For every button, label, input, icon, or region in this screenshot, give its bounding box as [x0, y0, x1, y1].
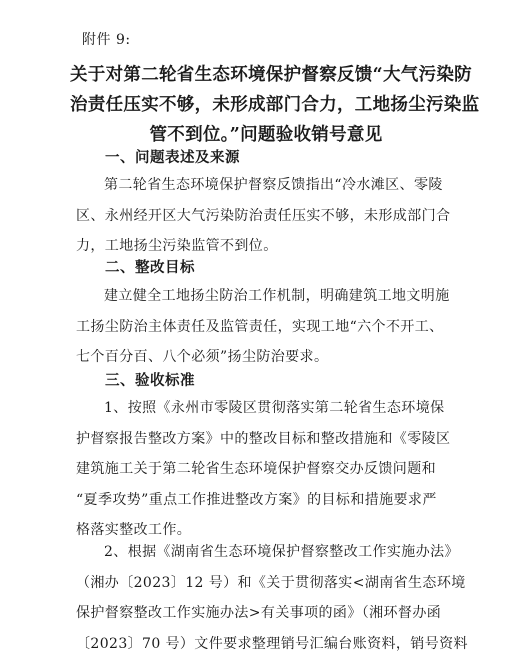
paragraph-line: 力，工地扬尘污染监管不到位。 — [76, 238, 278, 254]
section-heading-standard: 三、验收标准 — [105, 372, 195, 389]
paragraph-line: 护督察报告整改方案》中的整改目标和整改措施和《零陵区 — [76, 430, 451, 447]
title-line: 关于对第二轮省生态环境保护督察反馈“大气污染防 — [70, 65, 472, 85]
section-paragraph-goal — [76, 281, 460, 373]
paragraph-line: 七个百分百、八个必须”扬尘防治要求。 — [76, 349, 329, 365]
section-heading-goal: 二、整改目标 — [105, 259, 195, 276]
attachment-label: 附件 9: — [82, 32, 131, 48]
section-paragraph-standard-2 — [76, 537, 468, 659]
section-heading-problem: 一、问题表述及来源 — [105, 149, 240, 166]
document-title — [70, 60, 480, 150]
paragraph-line: 建立健全工地扬尘防治工作机制，明确建筑工地文明施 — [104, 288, 450, 304]
paragraph-line: 第二轮省生态环境保护督察反馈指出“冷水滩区、零陵 — [104, 177, 443, 193]
paragraph-line: 2、根据《湖南省生态环境保护督察整改工作实施办法》 — [104, 544, 459, 560]
title-line: 管不到位。”问题验收销号意见 — [149, 125, 383, 145]
paragraph-line: 〔2023〕70 号）文件要求整理销号汇编台账资料，销号资料 — [76, 635, 468, 652]
paragraph-line: 工扬尘防治主体责任及监管责任，实现工地“六个不开工、 — [76, 318, 444, 335]
paragraph-line: 格落实整改工作。 — [76, 522, 192, 538]
section-paragraph-problem — [76, 170, 460, 262]
section-paragraph-standard-1 — [76, 393, 460, 546]
paragraph-line: 建筑施工关于第二轮省生态环境保护督察交办反馈问题和 — [76, 461, 436, 477]
paragraph-line: “夏季攻势”重点工作推进整改方案》的目标和措施要求严 — [76, 491, 437, 508]
title-line: 治责任压实不够，未形成部门合力，工地扬尘污染监 — [70, 95, 480, 115]
paragraph-line: 1、按照《永州市零陵区贯彻落实第二轮省生态环境保 — [104, 400, 445, 416]
paragraph-line: （湘办〔2023〕12 号）和《关于贯彻落实<湖南省生态环境 — [76, 574, 466, 591]
paragraph-line: 保护督察整改工作实施办法>有关事项的函》（湘环督办函 — [76, 605, 442, 621]
paragraph-line: 区、永州经开区大气污染防治责任压实不够，未形成部门合 — [76, 207, 451, 224]
